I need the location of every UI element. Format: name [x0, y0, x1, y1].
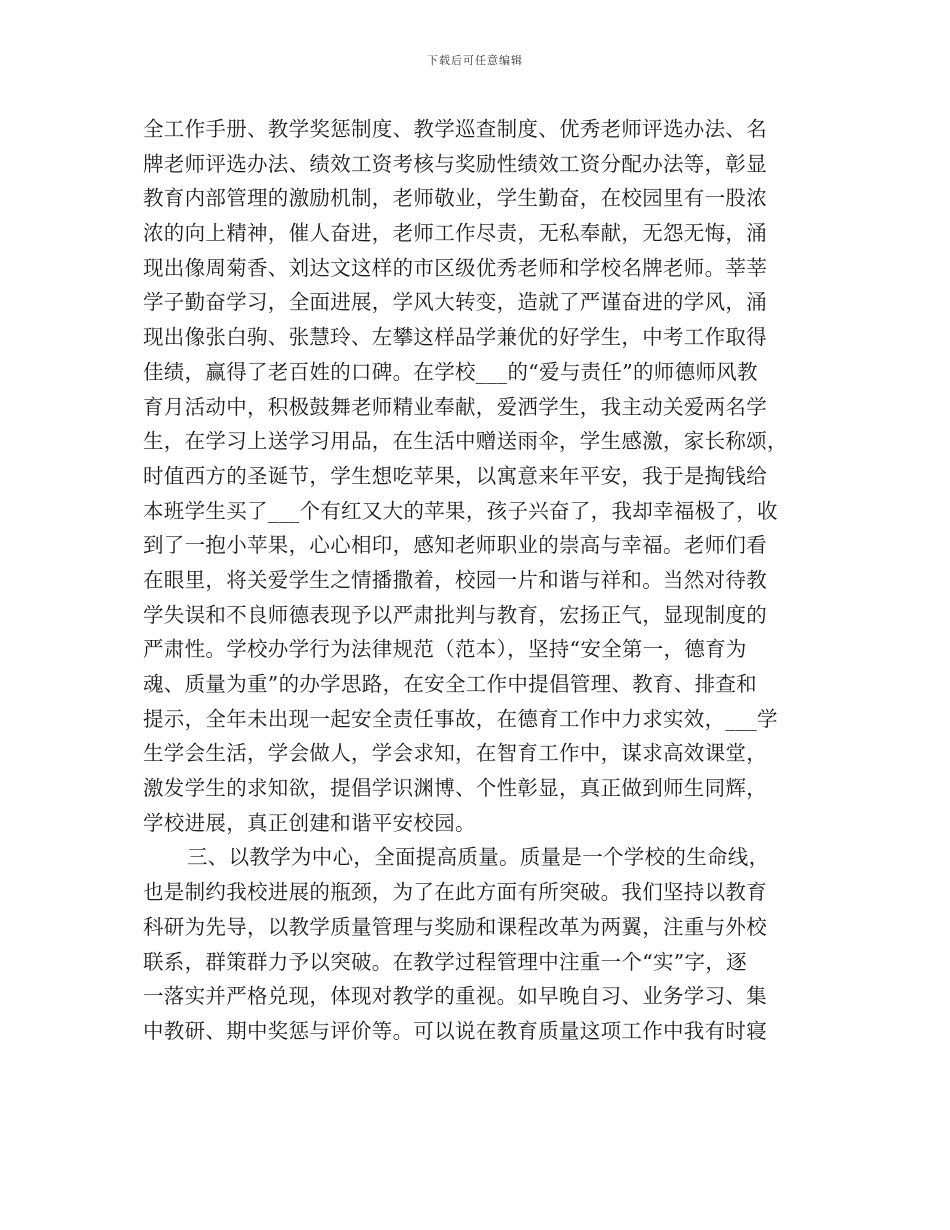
- page-header: 下载后可任意编辑: [427, 54, 523, 67]
- text-line: 现出像周菊香、刘达文这样的市区级优秀老师和学校名牌老师。莘莘: [143, 255, 767, 280]
- text-line: 本班学生买了___个有红又大的苹果，孩子兴奋了，我却幸福极了，收: [143, 498, 778, 523]
- text-line: 教育内部管理的激励机制，老师敬业，学生勤奋，在校园里有一股浓: [143, 186, 767, 211]
- text-line: 科研为先导，以教学质量管理与奖励和课程改革为两翼，注重与外校: [143, 914, 767, 939]
- text-line: 牌老师评选办法、绩效工资考核与奖励性绩效工资分配办法等，彰显: [143, 151, 767, 176]
- text-line: 联系，群策群力予以突破。在教学过程管理中注重一个“实”字，逐: [143, 949, 747, 974]
- document-body: [143, 112, 823, 1049]
- text-line: 三、以教学为中心，全面提高质量。质量是一个学校的生命线，: [187, 845, 770, 870]
- text-line: 生，在学习上送学习用品，在生活中赠送雨伞，学生感激，家长称颂，: [143, 429, 788, 454]
- text-line: 育月活动中，积极鼓舞老师精业奉献，爱洒学生，我主动关爱两名学: [143, 394, 767, 419]
- text-line: 时值西方的圣诞节，学生想吃苹果，以寓意来年平安，我于是掏钱给: [143, 463, 767, 488]
- text-line: 提示，全年未出现一起安全责任事故，在德育工作中力求实效，___学: [143, 706, 778, 731]
- text-line: 到了一抱小苹果，心心相印，感知老师职业的崇高与幸福。老师们看: [143, 533, 767, 558]
- text-line: 一落实并严格兑现，体现对教学的重视。如早晚自习、业务学习、集: [143, 984, 767, 1009]
- text-line: 魂、质量为重”的办学思路，在安全工作中提倡管理、教育、排查和: [143, 672, 757, 696]
- text-line: 生学会生活，学会做人，学会求知，在智育工作中，谋求高效课堂，: [143, 741, 767, 766]
- text-line: 浓的向上精神，催人奋进，老师工作尽责，无私奉献，无怨无悔，涌: [143, 221, 767, 246]
- text-line: 在眼里，将关爱学生之情播撒着，校园一片和谐与祥和。当然对待教: [143, 567, 767, 592]
- text-line: 佳绩，赢得了老百姓的口碑。在学校___的“爱与责任”的师德师风教: [143, 359, 758, 384]
- text-line: 学校进展，真正创建和谐平安校园。: [143, 810, 476, 835]
- text-line: 严肃性。学校办学行为法律规范（范本），坚持“安全第一，德育为: [143, 637, 747, 662]
- text-line: 学失误和不良师德表现予以严肃批判与教育，宏扬正气，显现制度的: [143, 602, 767, 627]
- paragraph-2: [143, 840, 823, 1048]
- text-line: 全工作手册、教学奖惩制度、教学巡查制度、优秀老师评选办法、名: [143, 117, 767, 141]
- paragraph-1: [143, 112, 823, 840]
- text-line: 现出像张白驹、张慧玲、左攀这样品学兼优的好学生，中考工作取得: [143, 325, 767, 350]
- text-line: 激发学生的求知欲，提倡学识渊博、个性彰显，真正做到师生同辉，: [143, 776, 767, 801]
- text-line: 也是制约我校进展的瓶颈，为了在此方面有所突破。我们坚持以教育: [143, 880, 767, 905]
- text-line: 中教研、期中奖惩与评价等。可以说在教育质量这项工作中我有时寝: [143, 1018, 767, 1043]
- text-line: 学子勤奋学习，全面进展，学风大转变，造就了严谨奋进的学风，涌: [143, 290, 767, 315]
